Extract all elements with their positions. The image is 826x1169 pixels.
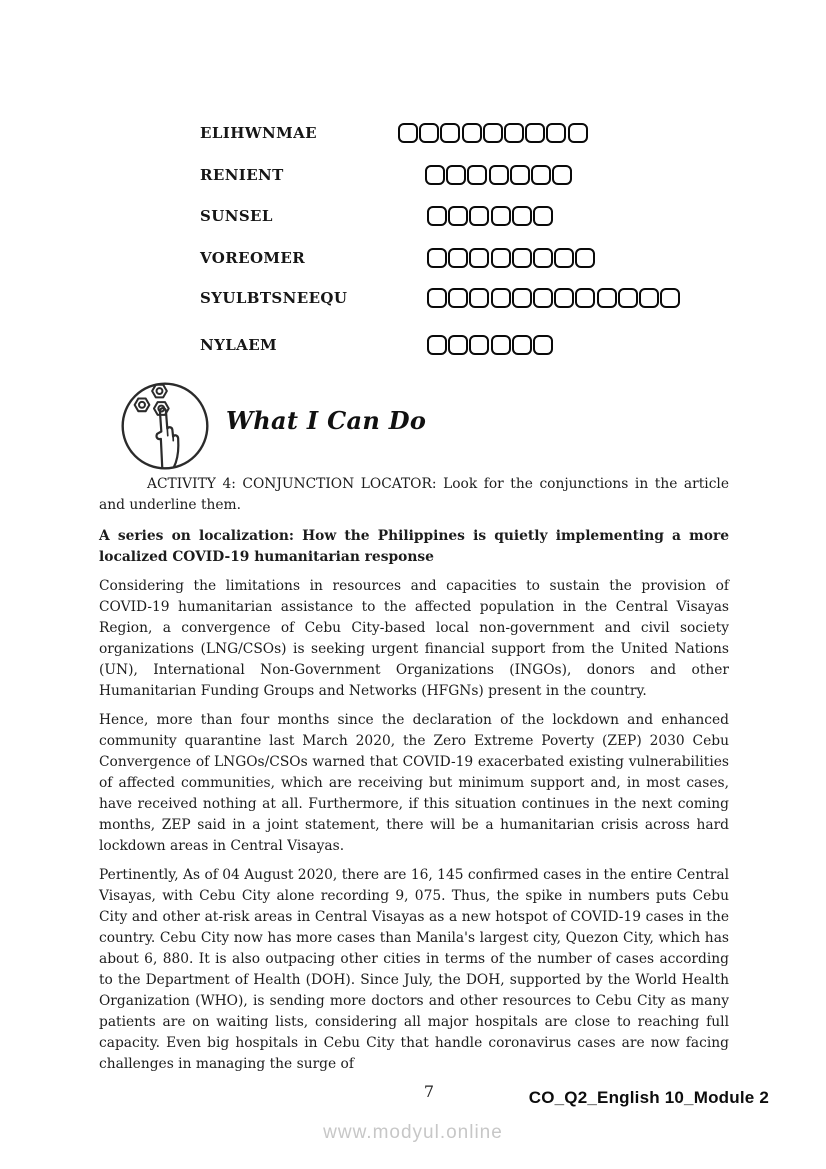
- answer-box: [446, 165, 466, 185]
- activity-instruction: ACTIVITY 4: CONJUNCTION LOCATOR: Look for the conjunctions in the article and underline them.: [99, 476, 729, 513]
- scrambled-word-label: VOREOMER: [200, 249, 306, 267]
- answer-box: [546, 123, 566, 143]
- answer-box: [448, 248, 468, 268]
- article-paragraph: Hence, more than four months since the declaration of the lockdown and enhanced community quarantine last March 2020, the Zero Extreme Poverty (ZEP) 2030 Cebu Convergence of LNGOs/CSOs warned that COVID-19 exacerbated existing vulnerabilities of affected communities, which are receiving but minimum support and, in most cases, have received nothing at all. Furthermore, if this situation continues in the next coming months, ZEP said in a joint statement, there will be a humanitarian crisis across hard lockdown areas in Central Visayas.: [99, 712, 729, 854]
- answer-boxes: [425, 165, 573, 185]
- answer-box: [512, 206, 532, 226]
- article-heading: A series on localization: How the Philippines is quietly implementing a more localized COVID-19 humanitarian response: [99, 528, 729, 565]
- scrambled-word-label: SUNSEL: [200, 207, 273, 225]
- page-number: 7: [423, 1082, 435, 1101]
- answer-box: [533, 206, 553, 226]
- article-paragraph: Considering the limitations in resources and capacities to sustain the provision of COVID-19 humanitarian assistance to the affected population in the Central Visayas Region, a convergence of Cebu City-based local non-government and civil society organizations (LNG/CSOs) is seeking urgent financial support from the United Nations (UN), International Non-Government Organizations (INGOs), donors and other Humanitarian Funding Groups and Networks (HFGNs) present in the country.: [99, 578, 729, 699]
- answer-box: [510, 165, 530, 185]
- answer-box: [531, 165, 551, 185]
- article-paragraph: Pertinently, As of 04 August 2020, there are 16, 145 confirmed cases in the entire Central Visayas, with Cebu City alone recording 9, 075. Thus, the spike in numbers puts Cebu City and other at-risk areas in Central Visayas as a new hotspot of COVID-19 cases in the country. Cebu City now has more cases than Manila's largest city, Quezon City, which has about 6, 880. It is also outpacing other cities in terms of the number of cases according to the Department of Health (DOH). Since July, the DOH, supported by the World Health Organization (WHO), is sending more doctors and other resources to Cebu City as many patients are on waiting lists, considering all major hospitals are close to reaching full capacity. Even big hospitals in Cebu City that handle coronavirus cases are now facing challenges in managing the surge of: [99, 867, 729, 1072]
- answer-box: [427, 288, 447, 308]
- answer-box: [469, 335, 489, 355]
- answer-box: [427, 248, 447, 268]
- answer-box: [419, 123, 439, 143]
- answer-box: [398, 123, 418, 143]
- answer-box: [483, 123, 503, 143]
- answer-box: [469, 248, 489, 268]
- answer-box: [462, 123, 482, 143]
- answer-box: [448, 206, 468, 226]
- answer-box: [512, 335, 532, 355]
- answer-box: [448, 288, 468, 308]
- answer-box: [533, 248, 553, 268]
- answer-box: [554, 248, 574, 268]
- answer-box: [597, 288, 617, 308]
- answer-box: [469, 206, 489, 226]
- answer-box: [491, 248, 511, 268]
- answer-box: [533, 335, 553, 355]
- answer-box: [427, 335, 447, 355]
- answer-box: [491, 288, 511, 308]
- article-column: [99, 474, 729, 1083]
- answer-box: [660, 288, 680, 308]
- answer-box: [512, 288, 532, 308]
- answer-box: [554, 288, 574, 308]
- hand-gears-icon: [119, 380, 211, 472]
- answer-box: [575, 248, 595, 268]
- answer-box: [425, 165, 445, 185]
- answer-box: [525, 123, 545, 143]
- answer-box: [491, 206, 511, 226]
- section-title: What I Can Do: [226, 406, 427, 435]
- answer-boxes: [427, 288, 681, 308]
- answer-box: [639, 288, 659, 308]
- answer-box: [467, 165, 487, 185]
- answer-box: [504, 123, 524, 143]
- module-code: CO_Q2_English 10_Module 2: [528, 1088, 769, 1107]
- watermark: www.modyul.online: [323, 1122, 503, 1143]
- word-scramble-section: [0, 0, 826, 375]
- scrambled-word-label: RENIENT: [200, 166, 284, 184]
- answer-boxes: [427, 335, 554, 355]
- answer-box: [552, 165, 572, 185]
- answer-box: [618, 288, 638, 308]
- answer-box: [491, 335, 511, 355]
- answer-boxes: [427, 206, 554, 226]
- scrambled-word-label: ELIHWNMAE: [200, 124, 318, 142]
- answer-box: [512, 248, 532, 268]
- scrambled-word-label: NYLAEM: [200, 336, 278, 354]
- answer-box: [440, 123, 460, 143]
- answer-boxes: [427, 248, 597, 268]
- answer-box: [575, 288, 595, 308]
- answer-boxes: [398, 123, 589, 143]
- answer-box: [533, 288, 553, 308]
- scrambled-word-label: SYULBTSNEEQU: [200, 289, 348, 307]
- answer-box: [568, 123, 588, 143]
- answer-box: [427, 206, 447, 226]
- answer-box: [469, 288, 489, 308]
- answer-box: [448, 335, 468, 355]
- answer-box: [489, 165, 509, 185]
